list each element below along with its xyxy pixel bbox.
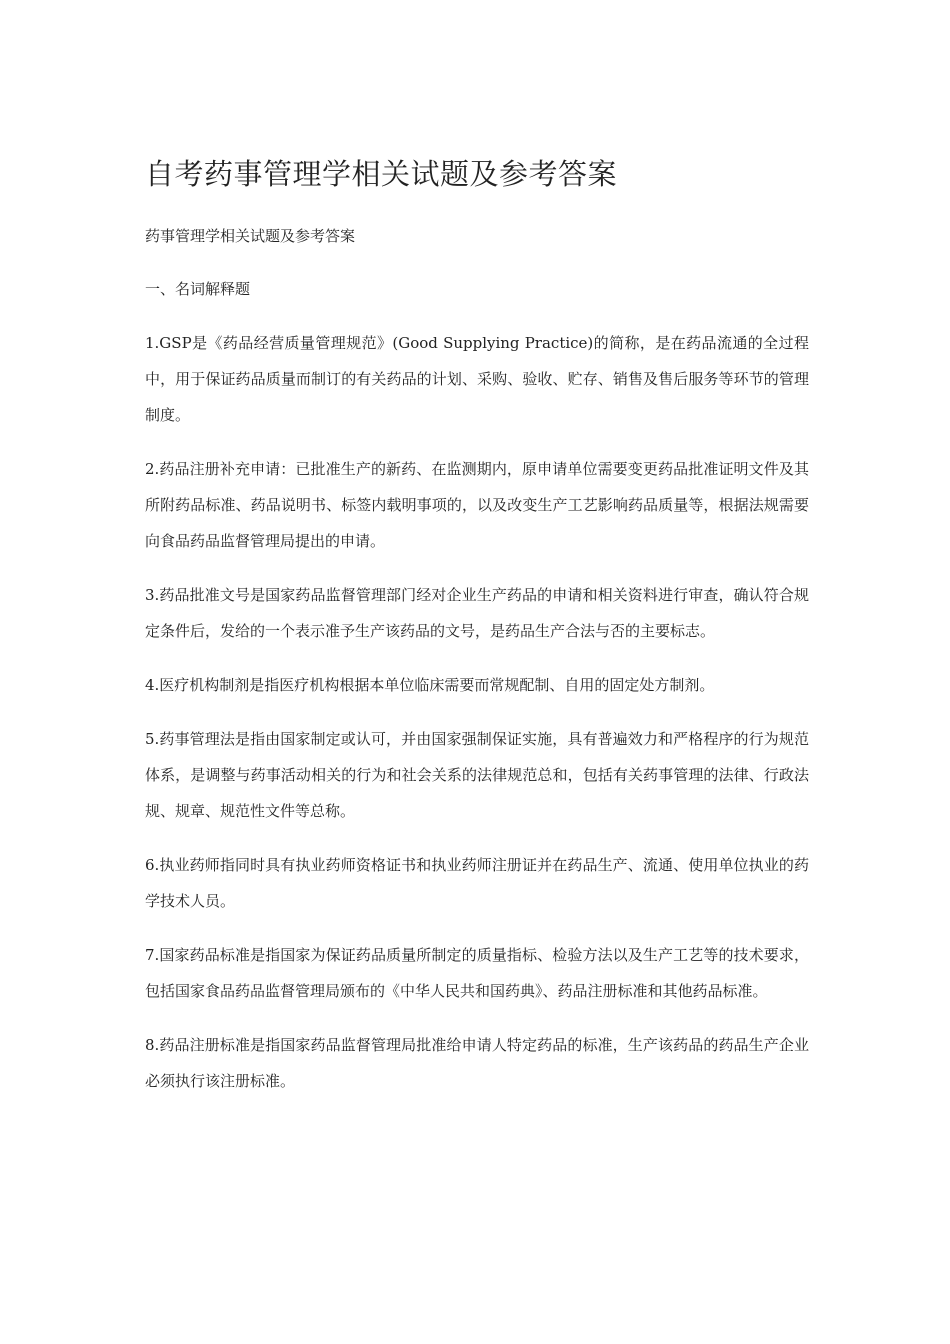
- definition-item: 4.医疗机构制剂是指医疗机构根据本单位临床需要而常规配制、自用的固定处方制剂。: [145, 676, 715, 694]
- definition-item: 3.药品批准文号是国家药品监督管理部门经对企业生产药品的申请和相关资料进行审查，确认符合规定条件后，发给的一个表示准予生产该药品的文号，是药品生产合法与否的主要标志。: [145, 586, 809, 640]
- document-subtitle: 药事管理学相关试题及参考答案: [145, 227, 356, 245]
- definition-item: 1.GSP是《药品经营质量管理规范》(Good Supplying Practice)的简称，是在药品流通的全过程中，用于保证药品质量而制订的有关药品的计划、采购、验收、贮存、销售及售后服务等环节的管理制度。: [145, 334, 809, 424]
- definition-item: 5.药事管理法是指由国家制定或认可，并由国家强制保证实施，具有普遍效力和严格程序的行为规范体系，是调整与药事活动相关的行为和社会关系的法律规范总和，包括有关药事管理的法律、行政法规、规章、规范性文件等总称。: [145, 730, 809, 820]
- document-body: [145, 150, 809, 1117]
- definition-item: 7.国家药品标准是指国家为保证药品质量所制定的质量指标、检验方法以及生产工艺等的技术要求，包括国家食品药品监督管理局颁布的《中华人民共和国药典》、药品注册标准和其他药品标准。: [145, 946, 809, 1000]
- section-heading: 一、名词解释题: [145, 280, 251, 298]
- definition-item: 2.药品注册补充申请：已批准生产的新药、在监测期内，原申请单位需要变更药品批准证明文件及其所附药品标准、药品说明书、标签内载明事项的，以及改变生产工艺影响药品质量等，根据法规需要向食品药品监督管理局提出的申请。: [145, 460, 809, 550]
- definition-item: 6.执业药师指同时具有执业药师资格证书和执业药师注册证并在药品生产、流通、使用单位执业的药学技术人员。: [145, 856, 809, 910]
- definition-item: 8.药品注册标准是指国家药品监督管理局批准给申请人特定药品的标准，生产该药品的药品生产企业必须执行该注册标准。: [145, 1036, 809, 1090]
- document-title: 自考药事管理学相关试题及参考答案: [145, 157, 618, 191]
